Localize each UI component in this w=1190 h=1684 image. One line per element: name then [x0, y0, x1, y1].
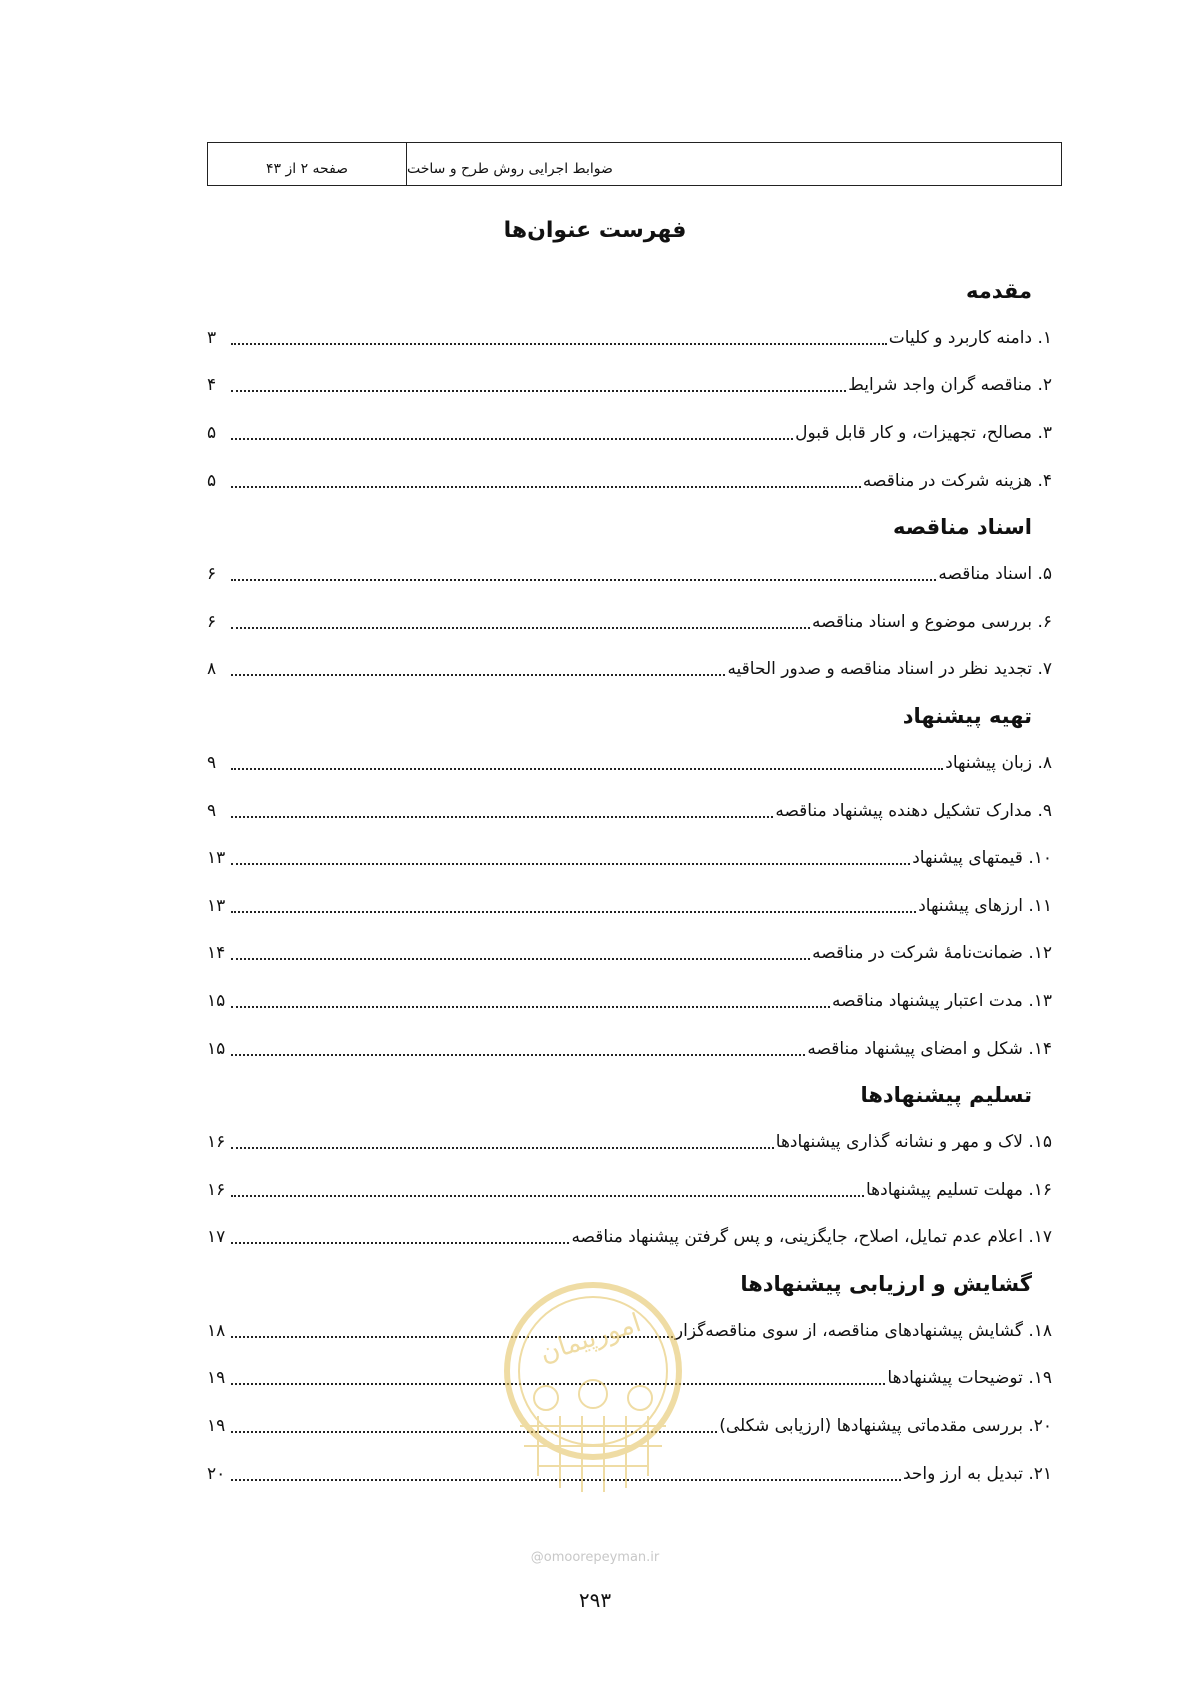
toc-entry-page: ۱۹ [207, 1368, 226, 1389]
toc-entry-label: ۲۰. بررسی مقدماتی پیشنهادها (ارزیابی شکلی) [719, 1416, 1052, 1437]
toc-entry[interactable] [207, 362, 1052, 410]
toc-entry-label: ۹. مدارک تشکیل دهنده پیشنهاد مناقصه [775, 800, 1052, 821]
toc-entry[interactable] [207, 598, 1052, 646]
toc-entry[interactable] [207, 882, 1052, 930]
toc-entry[interactable] [207, 409, 1052, 457]
toc-entry-page: ۴ [207, 375, 217, 396]
toc-entry-label: ۴. هزینه شرکت در مناقصه [862, 470, 1052, 491]
toc-entry-label: ۱۷. اعلام عدم تمایل، اصلاح، جایگزینی، و پس گرفتن پیشنهاد مناقصه [571, 1227, 1052, 1248]
toc-entry[interactable] [207, 1166, 1052, 1214]
toc-entry[interactable] [207, 314, 1052, 362]
toc-entry-label: ۱۴. شکل و امضای پیشنهاد مناقصه [807, 1038, 1052, 1059]
section-heading: گشایش و ارزیابی پیشنهادها [740, 1272, 1032, 1297]
toc-entry-page: ۸ [207, 659, 217, 680]
toc-entry-page: ۱۷ [207, 1227, 226, 1248]
toc-entry-page: ۶ [207, 564, 217, 585]
header-table [207, 142, 1062, 186]
toc-entry[interactable] [207, 1214, 1052, 1262]
dot-leader [231, 816, 773, 818]
toc-entry-page: ۶ [207, 611, 217, 632]
toc-title: فهرست عنوان‌ها [503, 218, 687, 243]
dot-leader [231, 911, 916, 913]
dot-leader [231, 863, 910, 865]
toc-entry-label: ۱۲. ضمانت‌نامهٔ شرکت در مناقصه [812, 943, 1052, 964]
toc-entry-label: ۱۱. ارزهای پیشنهاد [918, 895, 1052, 916]
toc-entry-label: ۱۳. مدت اعتبار پیشنهاد مناقصه [832, 990, 1052, 1011]
toc-entry-page: ۱۸ [207, 1320, 226, 1341]
dot-leader [231, 674, 725, 676]
dot-leader [231, 438, 793, 440]
toc-entry-page: ۱۶ [207, 1132, 226, 1153]
toc-entry[interactable] [207, 646, 1052, 694]
toc-entry-page: ۱۳ [207, 848, 226, 869]
toc-entry-page: ۹ [207, 752, 217, 773]
toc-entry-page: ۱۴ [207, 943, 226, 964]
header-doc-title: ضوابط اجرایی روش طرح و ساخت [407, 161, 613, 177]
toc-entry-label: ۱۰. قیمتهای پیشنهاد [912, 848, 1052, 869]
section-heading: مقدمه [966, 279, 1032, 303]
dot-leader [231, 1006, 830, 1008]
toc-entry-label: ۱۶. مهلت تسلیم پیشنهادها [866, 1179, 1052, 1200]
toc-entry-page: ۱۵ [207, 990, 226, 1011]
dot-leader [231, 627, 810, 629]
dot-leader [231, 1195, 864, 1197]
toc-entry-page: ۱۵ [207, 1038, 226, 1059]
toc-entry-label: ۸. زبان پیشنهاد [945, 752, 1052, 773]
toc-entry[interactable] [207, 1118, 1052, 1166]
toc-entry-label: ۱۹. توضیحات پیشنهادها [887, 1368, 1052, 1389]
toc-entry[interactable] [207, 787, 1052, 835]
dot-leader [231, 958, 810, 960]
toc-entry-label: ۲۱. تبدیل به ارز واحد [902, 1463, 1052, 1484]
watermark-emblem-text: امورپیمان [536, 1308, 645, 1369]
section-heading: تهیه پیشنهاد [902, 704, 1032, 729]
toc-entry[interactable] [207, 977, 1052, 1025]
toc-entry-label: ۶. بررسی موضوع و اسناد مناقصه [811, 611, 1052, 632]
watermark-emblem-icon [498, 1276, 688, 1512]
toc-entry-label: ۱۸. گشایش پیشنهادهای مناقصه، از سوی مناقصه‌گزار [674, 1320, 1052, 1341]
toc-entry-label: ۳. مصالح، تجهیزات، و کار قابل قبول [795, 422, 1052, 443]
page-number: ۲۹۳ [578, 1588, 612, 1612]
dot-leader [231, 1147, 774, 1149]
section-heading: تسلیم پیشنهادها [860, 1083, 1032, 1108]
toc-entry-page: ۱۹ [207, 1416, 226, 1437]
toc-entry-page: ۲۰ [207, 1463, 226, 1484]
toc-entry-page: ۱۳ [207, 895, 226, 916]
toc-entry-label: ۵. اسناد مناقصه [938, 564, 1052, 585]
toc-entry-page: ۳ [207, 327, 217, 348]
dot-leader [231, 343, 887, 345]
toc-entry-label: ۲. مناقصه گران واجد شرایط [848, 375, 1052, 396]
toc-entry-label: ۷. تجدید نظر در اسناد مناقصه و صدور الحاقیه [727, 659, 1052, 680]
toc-entry[interactable] [207, 457, 1052, 505]
section-heading: اسناد مناقصه [892, 515, 1032, 540]
toc-entry-page: ۱۶ [207, 1179, 226, 1200]
dot-leader [231, 390, 846, 392]
toc-entry[interactable] [207, 550, 1052, 598]
dot-leader [231, 486, 861, 488]
toc-entry-label: ۱. دامنه کاربرد و کلیات [888, 327, 1052, 348]
dot-leader [231, 1242, 569, 1244]
toc-entry-page: ۹ [207, 800, 217, 821]
toc-entry[interactable] [207, 1025, 1052, 1073]
dot-leader [231, 768, 943, 770]
header-page-info: صفحه ۲ از ۴۳ [208, 143, 407, 185]
dot-leader [231, 579, 936, 581]
toc-entry-page: ۵ [207, 470, 217, 491]
toc-entry-label: ۱۵. لاک و مهر و نشانه گذاری پیشنهادها [775, 1132, 1052, 1153]
toc-entry-page: ۵ [207, 422, 217, 443]
toc-entry[interactable] [207, 930, 1052, 978]
toc-entry[interactable] [207, 739, 1052, 787]
watermark-site: @omoorepeyman.ir [530, 1550, 660, 1565]
toc-entry[interactable] [207, 834, 1052, 882]
dot-leader [231, 1054, 805, 1056]
